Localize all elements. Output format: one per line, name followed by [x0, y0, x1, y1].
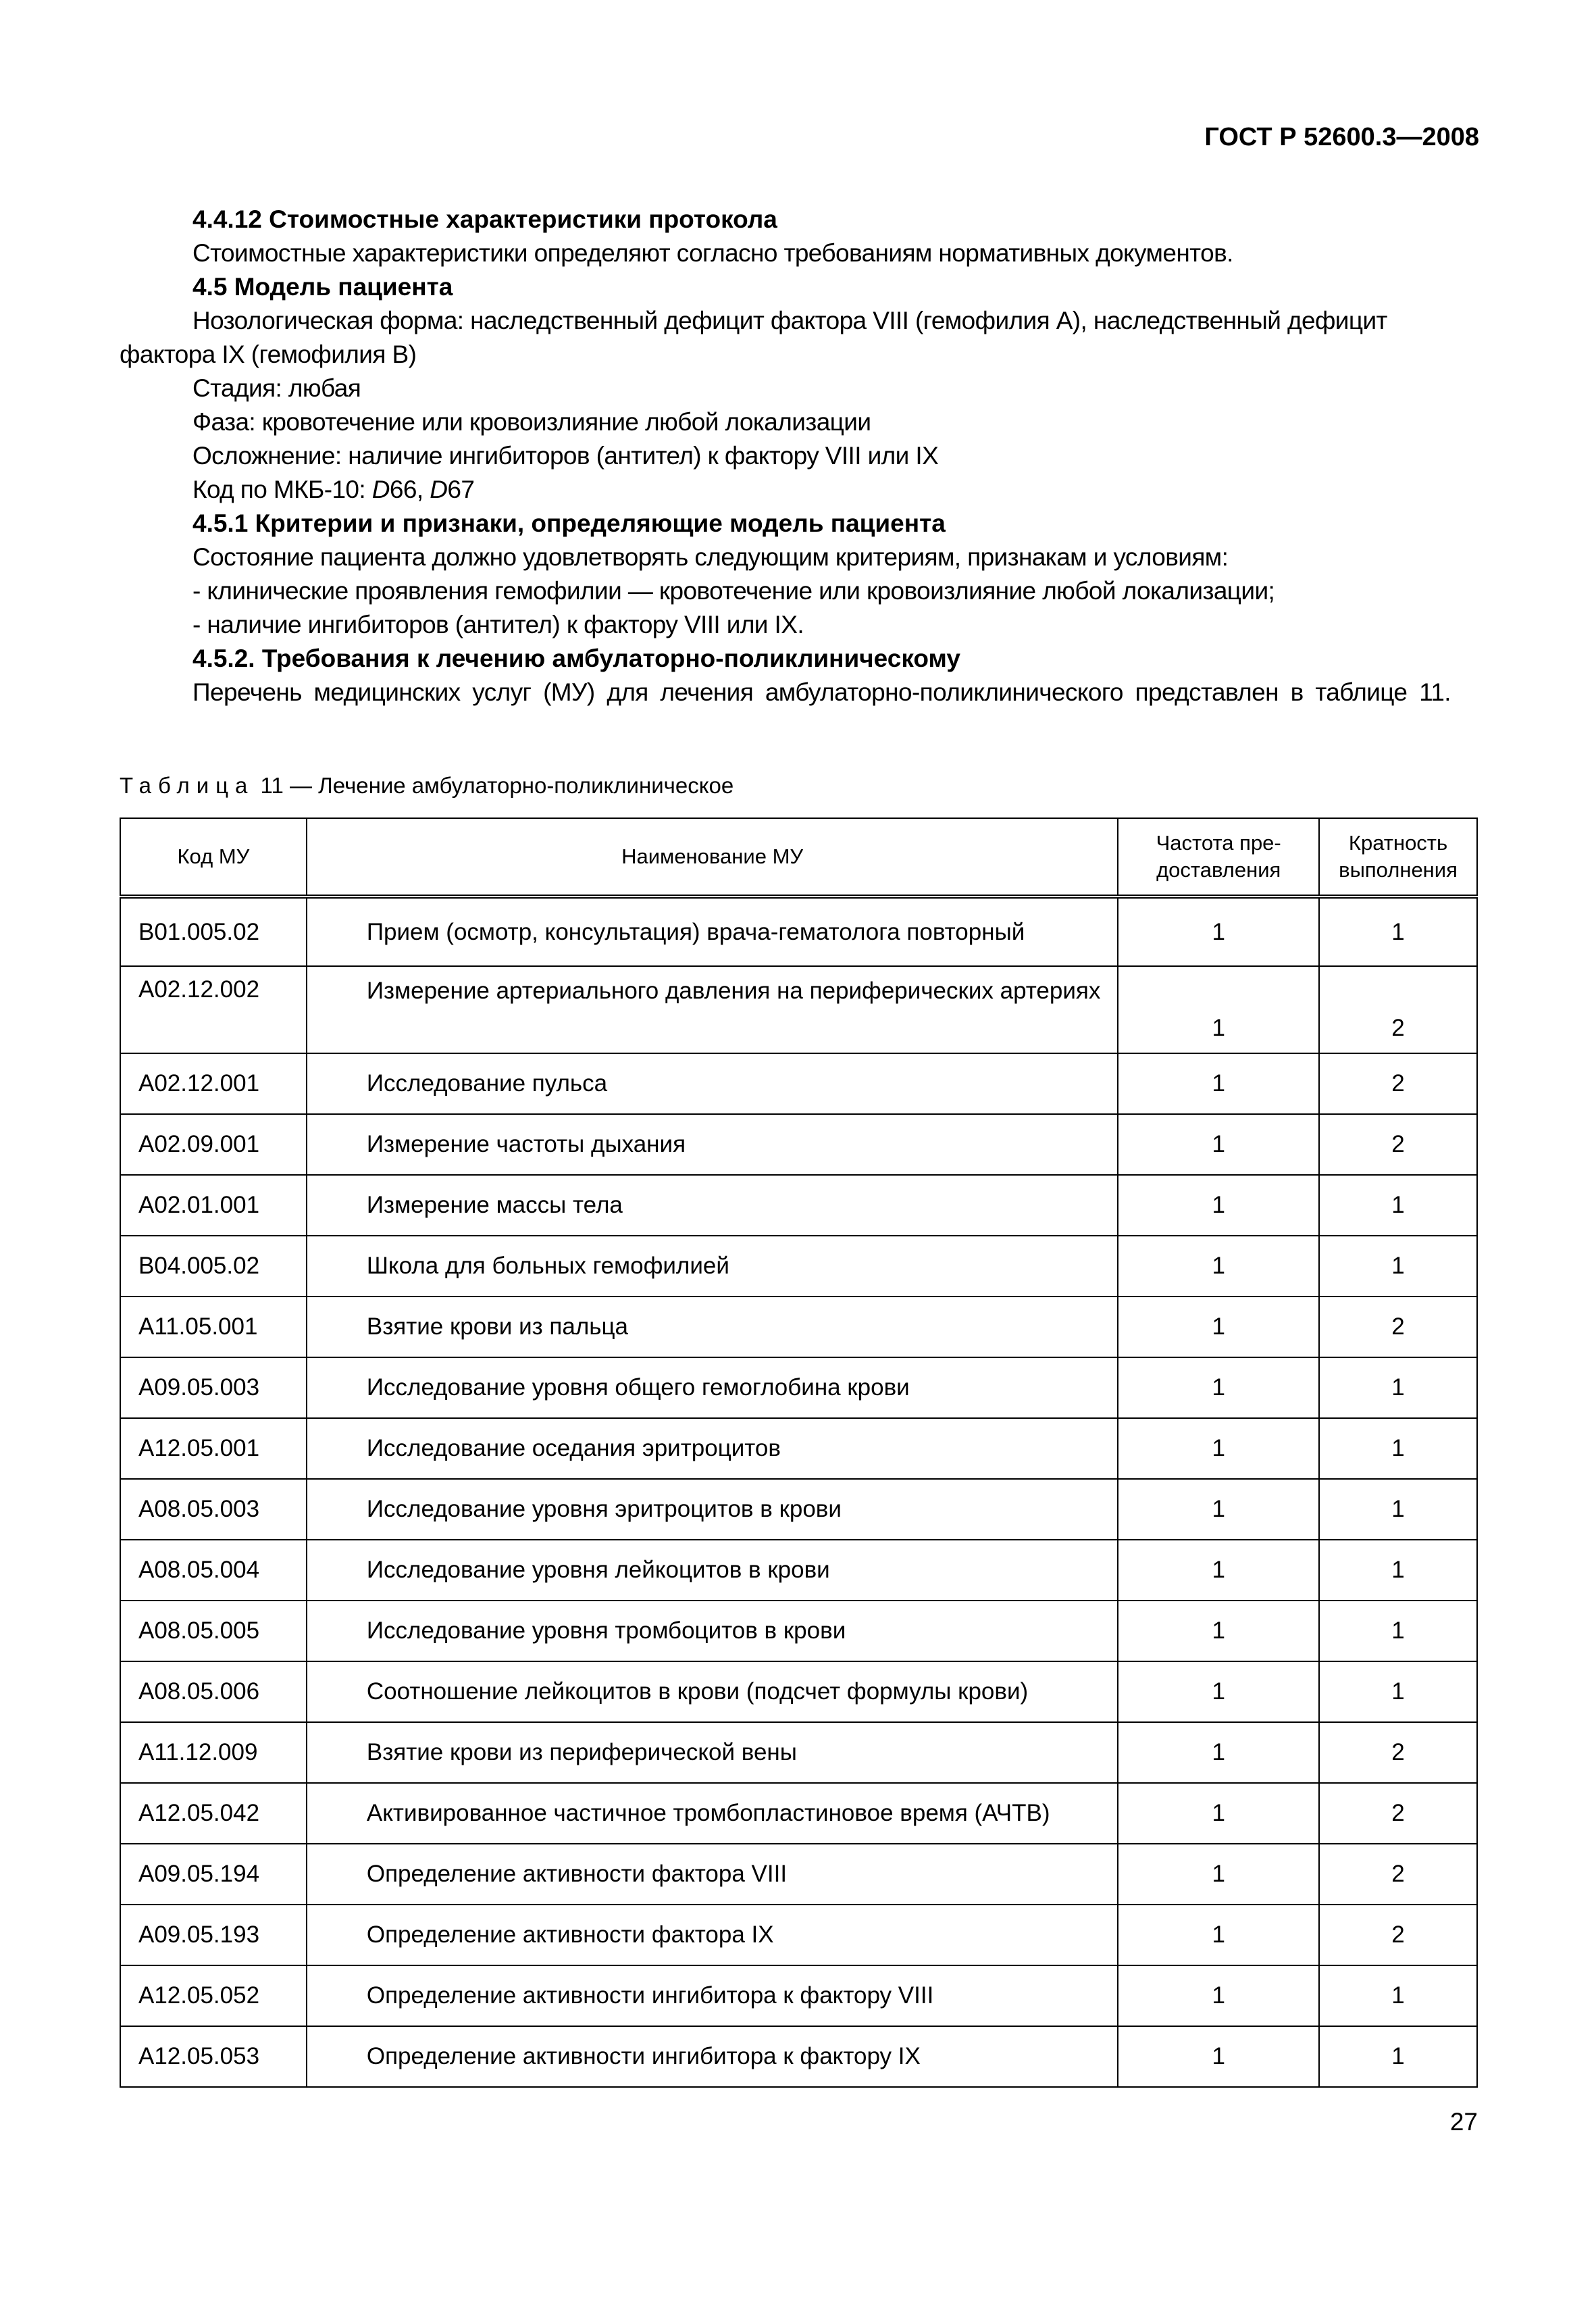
cell-code: A08.05.004: [120, 1540, 307, 1601]
cell-name: Исследование уровня эритроцитов в крови: [307, 1479, 1118, 1540]
cell-multiplicity: 1: [1319, 1418, 1477, 1479]
cell-name: Измерение артериального давления на периферических артериях: [307, 966, 1118, 1053]
icd-number: 67: [447, 476, 475, 503]
column-header-frequency: Частота пре-доставления: [1118, 818, 1319, 897]
cell-code: A08.05.006: [120, 1661, 307, 1722]
cell-name: Определение активности фактора VIII: [307, 1844, 1118, 1905]
cell-multiplicity: 1: [1319, 1175, 1477, 1236]
cell-frequency: 1: [1118, 1783, 1319, 1844]
services-table: [120, 818, 1478, 2088]
cell-multiplicity: 1: [1319, 1479, 1477, 1540]
cell-frequency: 1: [1118, 1114, 1319, 1175]
cell-multiplicity: 1: [1319, 1540, 1477, 1601]
table-row: [120, 966, 1477, 1053]
table-row: [120, 1540, 1477, 1601]
cell-multiplicity: 1: [1319, 897, 1477, 966]
bullet-item: - клинические проявления гемофилии — кровотечение или кровоизлияние любой локализации;: [192, 577, 1275, 605]
cell-code: A02.09.001: [120, 1114, 307, 1175]
cell-frequency: 1: [1118, 966, 1319, 1053]
cell-code: A09.05.003: [120, 1357, 307, 1418]
heading-4-5-1: 4.5.1 Критерии и признаки, определяющие модель пациента: [192, 509, 946, 537]
cell-code: A11.12.009: [120, 1722, 307, 1783]
page-number: 27: [1449, 2108, 1478, 2136]
cell-name: Определение активности фактора IX: [307, 1905, 1118, 1965]
table-row: [120, 1479, 1477, 1540]
table-row: [120, 1844, 1477, 1905]
icd-codes: [120, 473, 1478, 507]
cell-code: A09.05.194: [120, 1844, 307, 1905]
cell-multiplicity: 2: [1319, 1297, 1477, 1357]
cell-frequency: 1: [1118, 1965, 1319, 2026]
cell-code: A02.12.002: [120, 966, 307, 1053]
column-header-multiplicity: Кратность выполнения: [1319, 818, 1477, 897]
caption-text: 11 — Лечение амбулаторно-поликлиническое: [254, 773, 734, 798]
cell-name: Измерение частоты дыхания: [307, 1114, 1118, 1175]
cell-name: Взятие крови из пальца: [307, 1297, 1118, 1357]
column-header-name: Наименование МУ: [307, 818, 1118, 897]
icd-label: Код по МКБ-10:: [192, 476, 372, 503]
table-row: [120, 1053, 1477, 1114]
table-row: [120, 1114, 1477, 1175]
cell-code: A02.12.001: [120, 1053, 307, 1114]
cell-frequency: 1: [1118, 1175, 1319, 1236]
heading-4-5-2: 4.5.2. Требования к лечению амбулаторно-поликлиническому: [192, 645, 960, 672]
paragraph: Осложнение: наличие ингибиторов (антител) к фактору VIII или IX: [192, 442, 939, 470]
table-row: [120, 1601, 1477, 1661]
cell-code: B01.005.02: [120, 897, 307, 966]
cell-frequency: 1: [1118, 1053, 1319, 1114]
cell-name: Исследование пульса: [307, 1053, 1118, 1114]
table-row: [120, 1297, 1477, 1357]
cell-name: Исследование уровня тромбоцитов в крови: [307, 1601, 1118, 1661]
cell-multiplicity: 2: [1319, 1783, 1477, 1844]
cell-name: Измерение массы тела: [307, 1175, 1118, 1236]
cell-frequency: 1: [1118, 1661, 1319, 1722]
paragraph: Стоимостные характеристики определяют согласно требованиям нормативных документов.: [192, 239, 1233, 267]
cell-name: Взятие крови из периферической вены: [307, 1722, 1118, 1783]
table-row: [120, 1357, 1477, 1418]
cell-frequency: 1: [1118, 1297, 1319, 1357]
cell-name: Прием (осмотр, консультация) врача-гематолога повторный: [307, 897, 1118, 966]
table-row: [120, 2026, 1477, 2087]
cell-multiplicity: 2: [1319, 1722, 1477, 1783]
table-row: [120, 1175, 1477, 1236]
cell-code: A08.05.003: [120, 1479, 307, 1540]
table-caption: [120, 773, 733, 799]
table-row: [120, 897, 1477, 966]
document-id: ГОСТ Р 52600.3—2008: [1204, 123, 1479, 151]
cell-code: A12.05.053: [120, 2026, 307, 2087]
cell-multiplicity: 2: [1319, 1844, 1477, 1905]
cell-frequency: 1: [1118, 1540, 1319, 1601]
table-row: [120, 1418, 1477, 1479]
heading-4-4-12: 4.4.12 Стоимостные характеристики протокола: [192, 205, 777, 233]
cell-name: Определение активности ингибитора к фактору VIII: [307, 1965, 1118, 2026]
cell-name: Определение активности ингибитора к фактору IX: [307, 2026, 1118, 2087]
cell-code: A02.01.001: [120, 1175, 307, 1236]
cell-code: A09.05.193: [120, 1905, 307, 1965]
cell-name: Соотношение лейкоцитов в крови (подсчет формулы крови): [307, 1661, 1118, 1722]
cell-multiplicity: 2: [1319, 1905, 1477, 1965]
cell-multiplicity: 2: [1319, 966, 1477, 1053]
cell-frequency: 1: [1118, 1844, 1319, 1905]
cell-multiplicity: 1: [1319, 1661, 1477, 1722]
paragraph: Состояние пациента должно удовлетворять следующим критериям, признакам и условиям:: [192, 543, 1229, 571]
document-body: [120, 203, 1478, 709]
table-row: [120, 1905, 1477, 1965]
cell-code: A12.05.001: [120, 1418, 307, 1479]
cell-name: Исследование уровня общего гемоглобина крови: [307, 1357, 1118, 1418]
table-row: [120, 1722, 1477, 1783]
cell-name: Активированное частичное тромбопластиновое время (АЧТВ): [307, 1783, 1118, 1844]
table-row: [120, 1783, 1477, 1844]
cell-code: A11.05.001: [120, 1297, 307, 1357]
cell-multiplicity: 1: [1319, 1357, 1477, 1418]
cell-frequency: 1: [1118, 1601, 1319, 1661]
icd-letter: D: [371, 476, 390, 503]
cell-multiplicity: 1: [1319, 1601, 1477, 1661]
cell-name: Исследование оседания эритроцитов: [307, 1418, 1118, 1479]
table-row: [120, 1965, 1477, 2026]
cell-multiplicity: 2: [1319, 1053, 1477, 1114]
cell-code: B04.005.02: [120, 1236, 307, 1297]
cell-frequency: 1: [1118, 2026, 1319, 2087]
table-row: [120, 1236, 1477, 1297]
cell-frequency: 1: [1118, 897, 1319, 966]
cell-code: A12.05.042: [120, 1783, 307, 1844]
cell-frequency: 1: [1118, 1418, 1319, 1479]
caption-word: Таблица: [120, 773, 255, 798]
cell-code: A12.05.052: [120, 1965, 307, 2026]
cell-frequency: 1: [1118, 1479, 1319, 1540]
cell-name: Школа для больных гемофилией: [307, 1236, 1118, 1297]
paragraph: Фаза: кровотечение или кровоизлияние любой локализации: [192, 408, 871, 436]
icd-letter: D: [430, 476, 448, 503]
cell-multiplicity: 1: [1319, 1965, 1477, 2026]
column-header-code: Код МУ: [120, 818, 307, 897]
bullet-item: - наличие ингибиторов (антител) к фактору VIII или IX.: [192, 611, 804, 638]
cell-code: A08.05.005: [120, 1601, 307, 1661]
icd-number: 66,: [389, 476, 430, 503]
cell-multiplicity: 1: [1319, 1236, 1477, 1297]
cell-frequency: 1: [1118, 1236, 1319, 1297]
cell-multiplicity: 2: [1319, 1114, 1477, 1175]
paragraph: Стадия: любая: [192, 374, 361, 402]
cell-frequency: 1: [1118, 1357, 1319, 1418]
table-row: [120, 1661, 1477, 1722]
cell-multiplicity: 1: [1319, 2026, 1477, 2087]
paragraph: Перечень медицинских услуг (МУ) для лечения амбулаторно-поликлинического представлен в таблице 11.: [192, 678, 1451, 706]
cell-frequency: 1: [1118, 1722, 1319, 1783]
cell-frequency: 1: [1118, 1905, 1319, 1965]
heading-4-5: 4.5 Модель пациента: [192, 273, 453, 301]
paragraph: Нозологическая форма: наследственный дефицит фактора VIII (гемофилия А), наследственный дефицит фактора IX (гемофилия В): [120, 307, 1387, 368]
cell-name: Исследование уровня лейкоцитов в крови: [307, 1540, 1118, 1601]
